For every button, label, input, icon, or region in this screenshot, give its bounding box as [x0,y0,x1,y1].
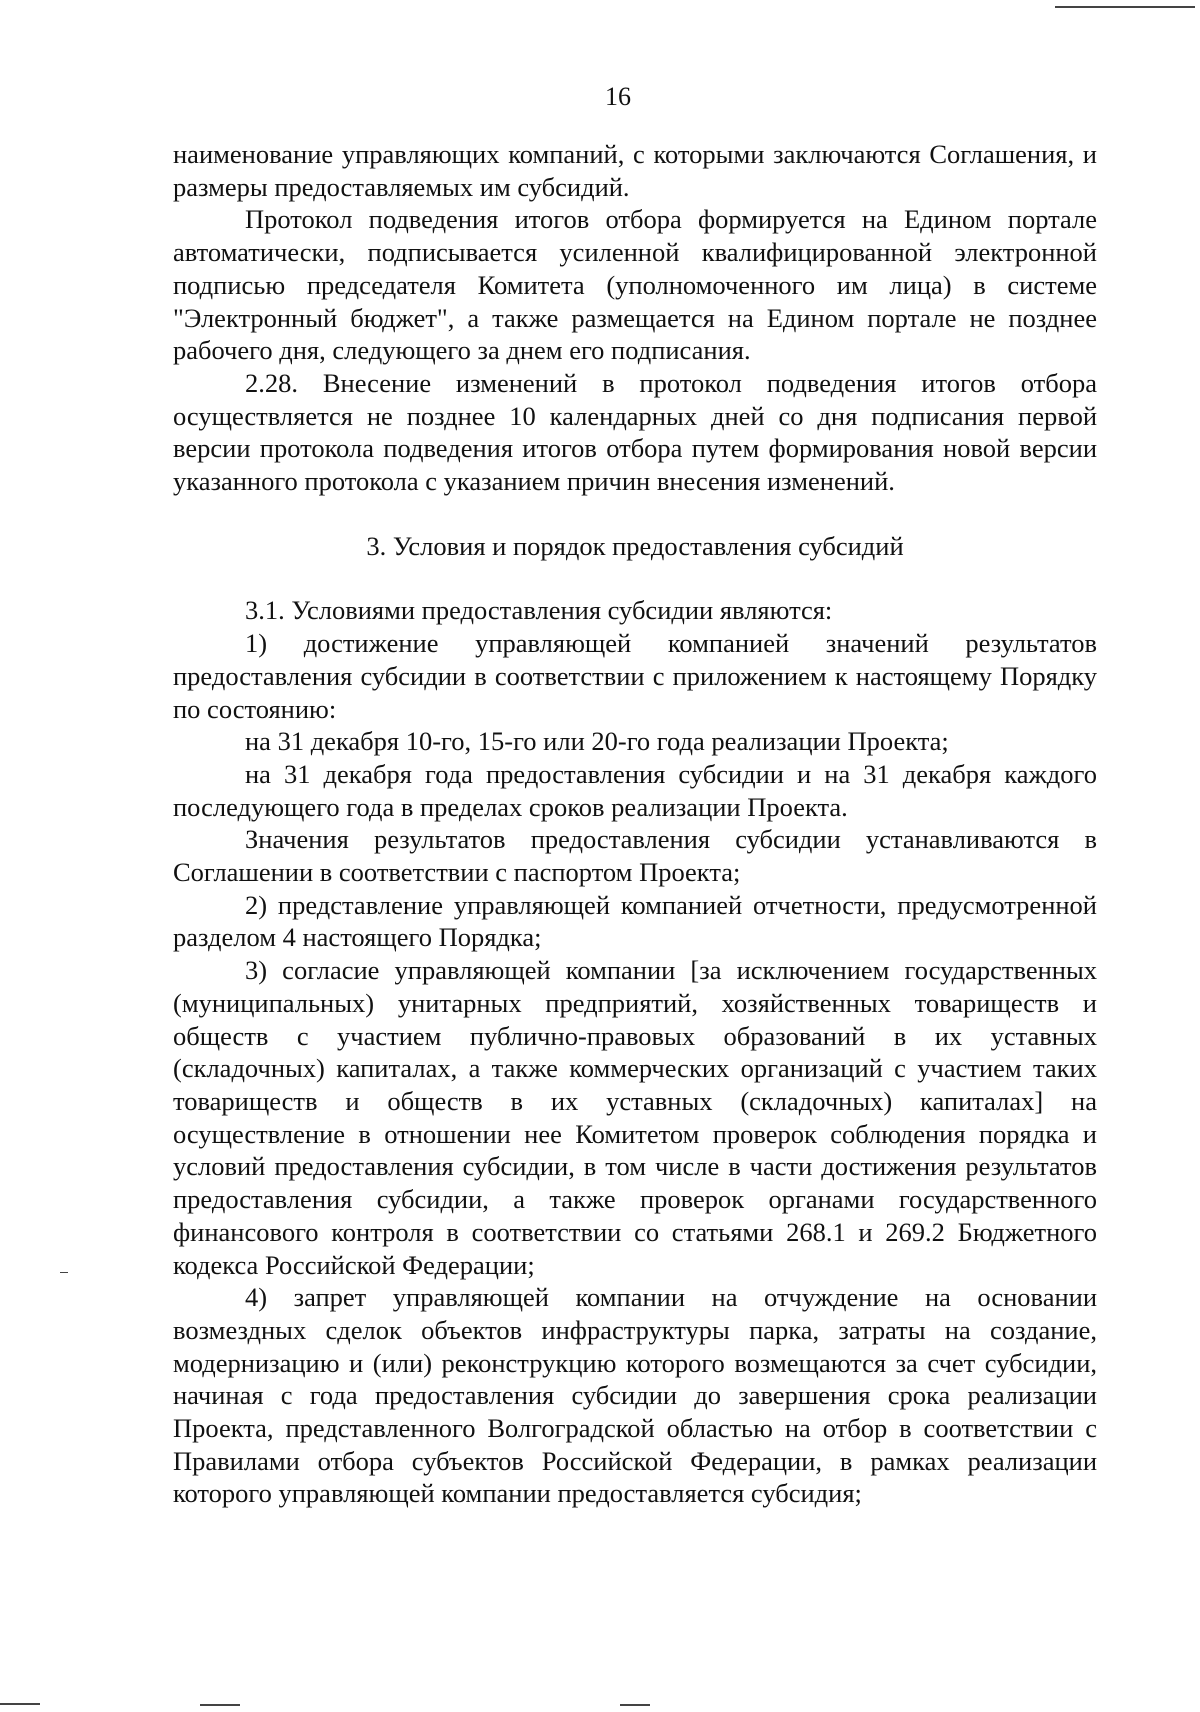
paragraph-2-28: 2.28. Внесение изменений в протокол подведения итогов отбора осуществляется не позднее 10 календарных дней со дня подписания первой версии протокола подведения итогов отбора путем формирования новой версии указанного протокола с указанием причин внесения изменений. [173,367,1097,497]
paragraph-protocol: Протокол подведения итогов отбора формируется на Едином портале автоматически, подписывается усиленной квалифицированной электронной подписью председателя Комитета (уполномоченного им лица) в системе "Электронный бюджет", а также размещается на Едином портале не позднее рабочего дня, следующего за днем его подписания. [173,204,1097,366]
list-item-4: 4) запрет управляющей компании на отчуждение на основании возмездных сделок объектов инфраструктуры парка, затраты на создание, модернизацию и (или) реконструкцию которого возмещаются за счет субсидии, начиная с года предоставления субсидии до завершения срока реализации Проекта, представленного Волгоградской областью на отбор в соответствии с Правилами отбора субъектов Российской Федерации, в рамках реализации которого управляющей компании предоставляется субсидия; [173,1282,1097,1509]
list-item-1-date-a: на 31 декабря 10-го, 15-го или 20-го года реализации Проекта; [245,726,949,757]
list-item-2: 2) представление управляющей компанией отчетности, предусмотренной разделом 4 настоящего Порядка; [173,889,1097,953]
scan-artifact-bottom-mid [200,1704,240,1706]
list-item-3: 3) согласие управляющей компании [за исключением государственных (муниципальных) унитарных предприятий, хозяйственных товариществ и обществ с участием публично-правовых образований в их уставных (складочных) капиталах, а также коммерческих организаций с участием таких товариществ и обществ в их уставных (складочных) капиталах] на осуществление в отношении нее Комитетом проверок соблюдения порядка и условий предоставления субсидии, в том числе в части достижения результатов предоставления субсидии, а также проверок органами государственного финансового контроля в соответствии со статьями 268.1 и 269.2 Бюджетного кодекса Российской Федерации; [173,955,1097,1280]
paragraph-3-1: 3.1. Условиями предоставления субсидии являются: [245,595,833,626]
section-title: 3. Условия и порядок предоставления субсидий [366,530,904,561]
page-number: 16 [605,82,631,111]
paragraph-continuation: наименование управляющих компаний, с которыми заключаются Соглашения, и размеры предоставляемых им субсидий. [173,139,1097,202]
scan-artifact-bottom-left [0,1703,40,1705]
scan-artifact-bottom-center [620,1704,650,1706]
list-item-1-date-b: на 31 декабря года предоставления субсидии и на 31 декабря каждого последующего года в пределах сроков реализации Проекта. [173,758,1097,822]
scan-artifact-top [1055,6,1195,8]
scan-artifact-left-mark [60,1272,68,1273]
document-body [173,138,1097,1510]
paragraph-values: Значения результатов предоставления субсидии устанавливаются в Соглашении в соответствии с паспортом Проекта; [173,824,1097,888]
list-item-1: 1) достижение управляющей компанией значений результатов предоставления субсидии в соответствии с приложением к настоящему Порядку по состоянию: [173,628,1097,724]
